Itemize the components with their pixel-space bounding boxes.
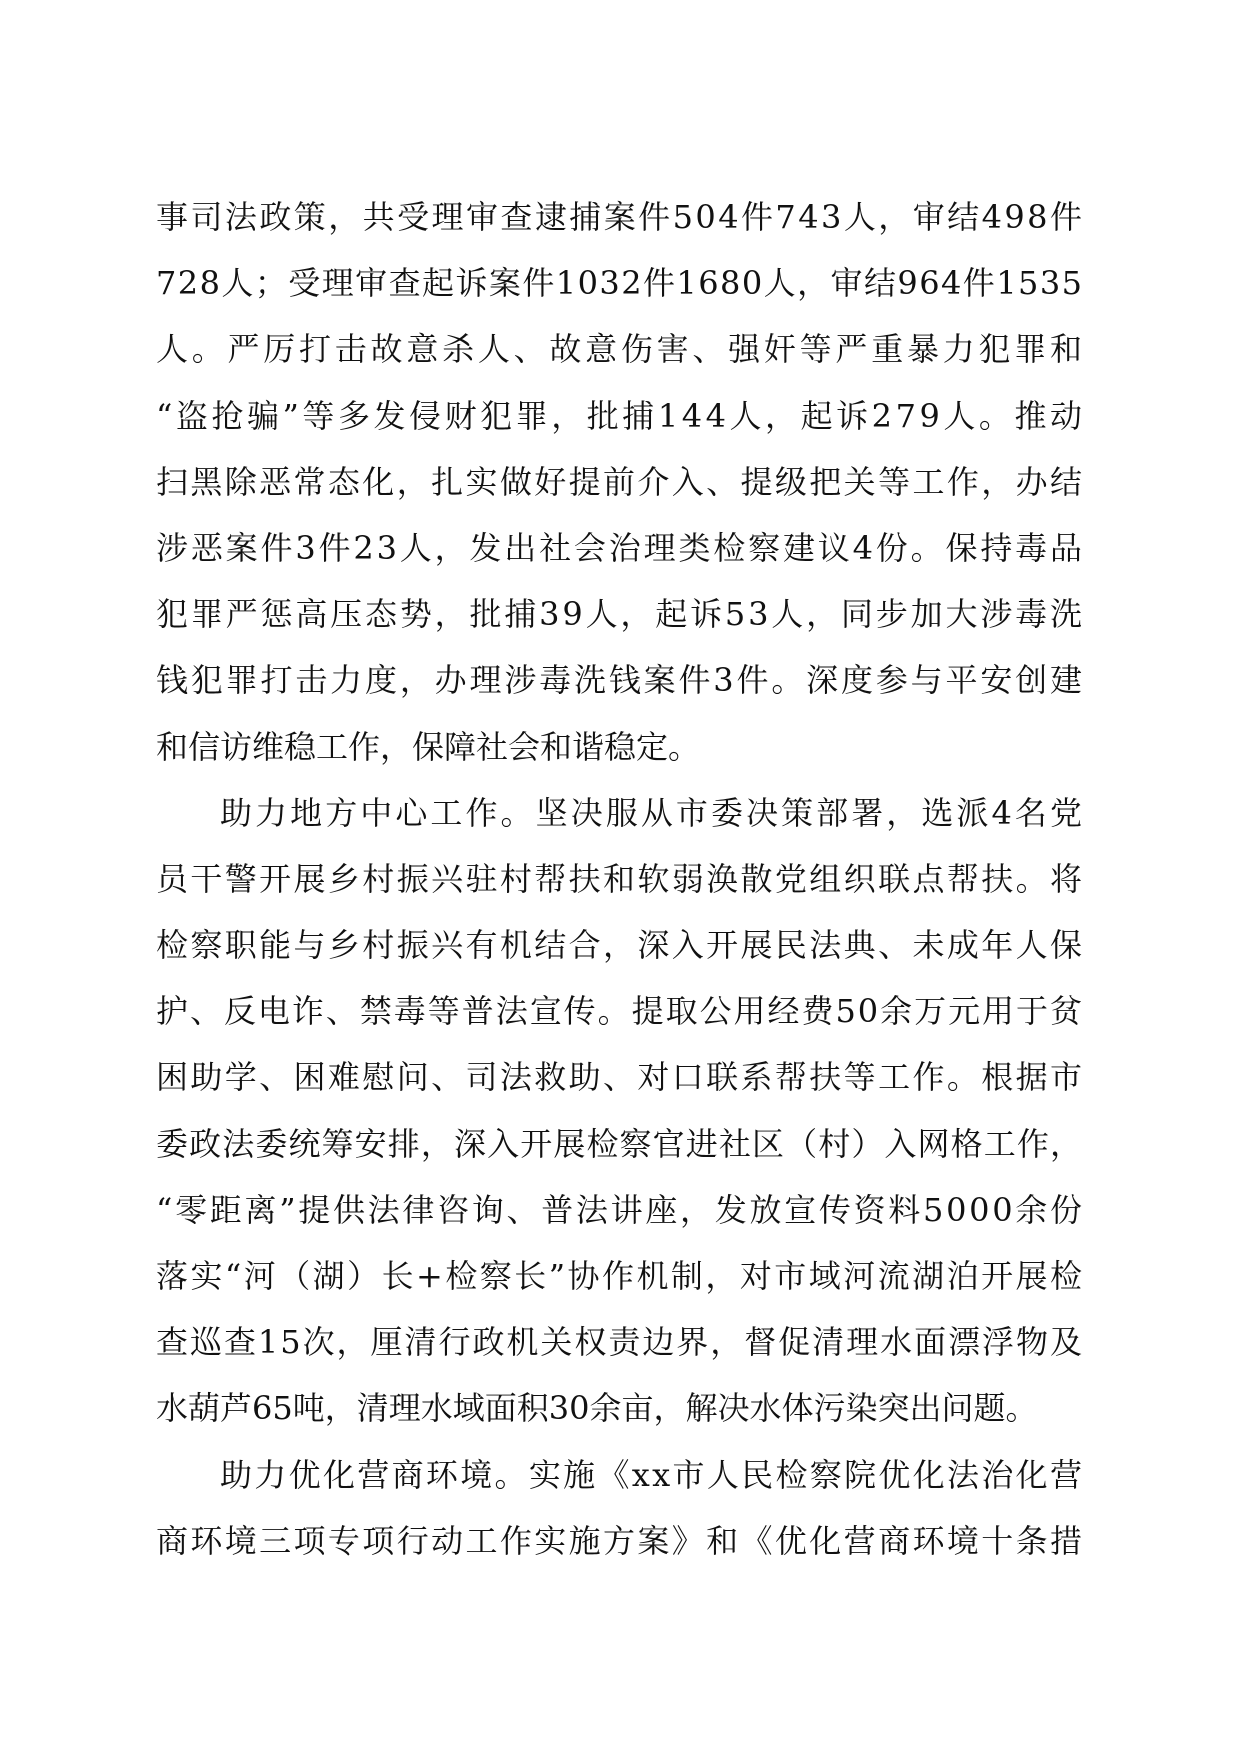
- body-text: [156, 184, 1086, 1574]
- text-line: 扫黑除恶常态化，扎实做好提前介入、提级把关等工作，办结: [156, 462, 1085, 501]
- text-line: 困助学、困难慰问、司法救助、对口联系帮扶等工作。根据市: [156, 1058, 1085, 1097]
- text-line: 犯罪严惩高压态势，批捕39人，起诉53人，同步加大涉毒洗: [156, 595, 1085, 634]
- text-line: 涉恶案件3件23人，发出社会治理类检察建议4份。保持毒品: [156, 528, 1085, 567]
- text-line: 事司法政策，共受理审查逮捕案件504件743人，审结498件: [156, 198, 1085, 236]
- text-line: “零距离”提供法律咨询、普法讲座，发放宣传资料5000余份: [156, 1190, 1085, 1229]
- paragraph-start-line: 助力优化营商环境。实施《xx市人民检察院优化法治化营: [220, 1455, 1085, 1494]
- text-line: 商环境三项专项行动工作实施方案》和《优化营商环境十条措: [156, 1521, 1085, 1560]
- text-line: 人。严厉打击故意杀人、故意伤害、强奸等严重暴力犯罪和: [156, 330, 1086, 369]
- text-line: 委政法委统筹安排，深入开展检察官进社区（村）入网格工作，: [156, 1124, 1084, 1163]
- text-line: 和信访维稳工作，保障社会和谐稳定。: [156, 727, 701, 766]
- text-line: 查巡查15次，厘清行政机关权责边界，督促清理水面漂浮物及: [156, 1323, 1084, 1362]
- text-line: 检察职能与乡村振兴有机结合，深入开展民法典、未成年人保: [156, 926, 1085, 965]
- text-line: 钱犯罪打击力度，办理涉毒洗钱案件3件。深度参与平安创建: [156, 661, 1085, 700]
- paragraph-start-line: 助力地方中心工作。坚决服从市委决策部署，选派4名党: [220, 793, 1086, 832]
- text-line: 员干警开展乡村振兴驻村帮扶和软弱涣散党组织联点帮扶。将: [156, 859, 1085, 898]
- text-line: 护、反电诈、禁毒等普法宣传。提取公用经费50余万元用于贫: [156, 992, 1084, 1031]
- text-line: 水葫芦65吨，清理水域面积30余亩，解决水体污染突出问题。: [156, 1389, 1038, 1428]
- text-line: 落实“河（湖）长+检察长”协作机制，对市域河流湖泊开展检: [156, 1257, 1085, 1295]
- text-line: 728人；受理审查起诉案件1032件1680人，审结964件1535: [156, 264, 1084, 303]
- text-line: “盗抢骗”等多发侵财犯罪，批捕144人，起诉279人。推动: [156, 396, 1086, 435]
